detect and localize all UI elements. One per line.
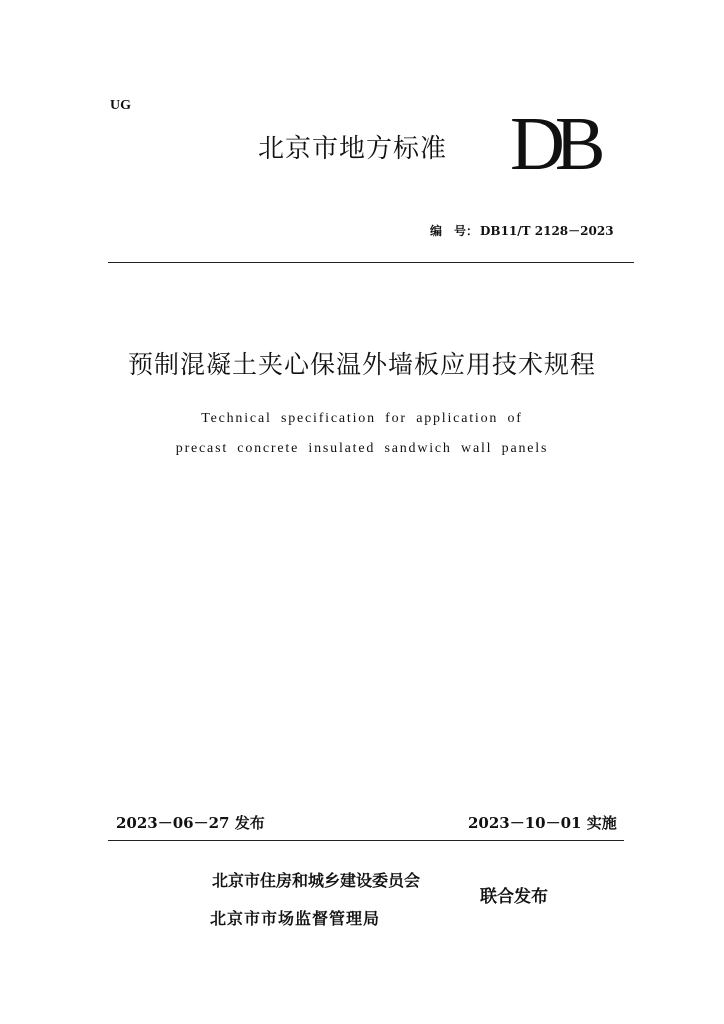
ics-code: UG (110, 98, 131, 113)
effective-date: 2023－10－01 实施 (468, 814, 617, 832)
standard-number-value: DB11/T 2128－2023 (480, 224, 614, 238)
issue-date: 2023－06－27 发布 (116, 814, 265, 832)
document-title-en-line1: Technical specification for application of (201, 411, 523, 426)
document-title-zh: 预制混凝土夹心保温外墙板应用技术规程 (127, 350, 596, 379)
standard-number (430, 222, 614, 239)
document-title-en-line2: precast concrete insulated sandwich wall panels (175, 441, 549, 456)
standard-number-label: 编 号： (430, 224, 479, 238)
standard-type-title: 北京市地方标准 (258, 134, 448, 164)
issuer-market-regulation: 北京市市场监督管理局 (210, 909, 381, 928)
top-divider (108, 262, 634, 263)
issuer-housing-commission: 北京市住房和城乡建设委员会 (212, 871, 421, 890)
joint-issue-label: 联合发布 (480, 887, 548, 907)
db-logo-mark: DB (510, 102, 596, 186)
bottom-divider (108, 840, 624, 841)
